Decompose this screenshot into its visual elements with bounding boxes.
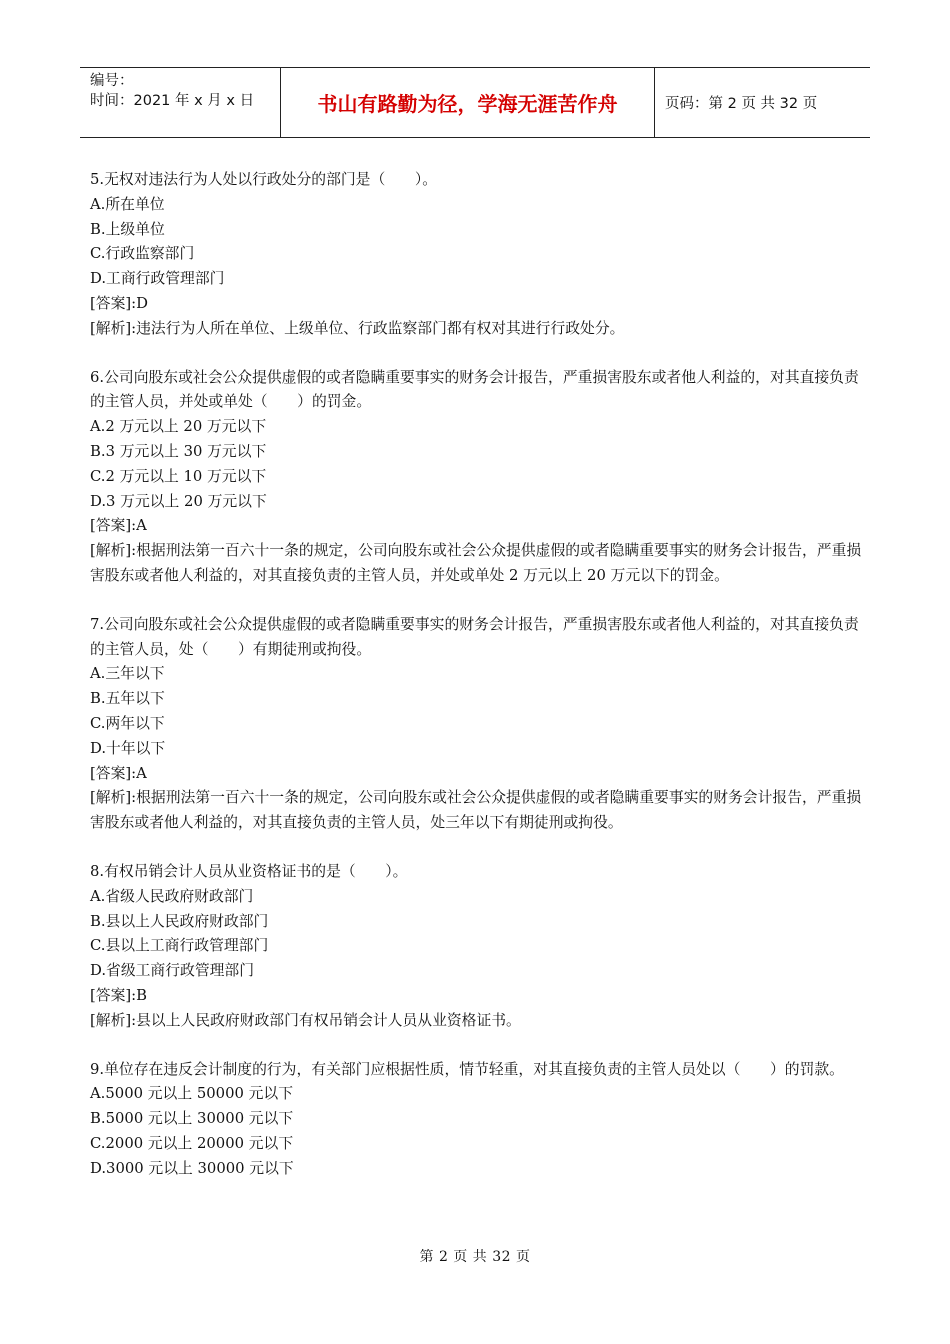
question-stem: 9.单位存在违反会计制度的行为，有关部门应根据性质，情节轻重，对其直接负责的主管人员处以（ ）的罚款。 <box>90 1060 844 1078</box>
header-motto: 书山有路勤为径，学海无涯苦作舟 <box>281 68 655 137</box>
option-b: B.5000 元以上 30000 元以下 <box>90 1110 294 1128</box>
answer: [答案]:B <box>90 986 147 1004</box>
option-a: A.省级人民政府财政部门 <box>90 887 254 905</box>
question-8 <box>90 860 865 1034</box>
question-stem: 5.无权对违法行为人处以行政处分的部门是（ ）。 <box>90 171 438 188</box>
answer: [答案]:A <box>90 764 147 782</box>
analysis: [解析]:违法行为人所在单位、上级单位、行政监察部门都有权对其进行行政处分。 <box>90 319 625 337</box>
option-c: C.2000 元以上 20000 元以下 <box>90 1134 294 1152</box>
option-c: C.2 万元以上 10 万元以下 <box>90 467 267 485</box>
option-a: A.所在单位 <box>90 195 165 213</box>
option-c: C.两年以下 <box>90 714 165 732</box>
option-a: A.三年以下 <box>90 665 165 683</box>
option-d: D.工商行政管理部门 <box>90 270 225 288</box>
option-b: B.3 万元以上 30 万元以下 <box>90 442 267 460</box>
header-meta <box>80 68 281 137</box>
question-9 <box>90 1058 865 1182</box>
page-header <box>80 67 870 138</box>
option-d: D.3000 元以上 30000 元以下 <box>90 1159 294 1177</box>
option-c: C.行政监察部门 <box>90 245 195 263</box>
answer: [答案]:D <box>90 294 148 312</box>
option-c: C.县以上工商行政管理部门 <box>90 937 269 955</box>
option-d: D.省级工商行政管理部门 <box>90 962 255 980</box>
question-7 <box>90 613 865 836</box>
analysis: [解析]:根据刑法第一百六十一条的规定，公司向股东或社会公众提供虚假的或者隐瞒重要事实的财务会计报告，严重损害股东或者他人利益的，对其直接负责的主管人员，处三年以下有期徒刑或拘役。 <box>90 789 862 832</box>
question-stem: 6.公司向股东或社会公众提供虚假的或者隐瞒重要事实的财务会计报告，严重损害股东或者他人利益的，对其直接负责的主管人员，并处或单处（ ）的罚金。 <box>90 368 859 411</box>
option-a: A.2 万元以上 20 万元以下 <box>90 418 267 436</box>
option-b: B.五年以下 <box>90 690 165 708</box>
date-label: 时间：2021 年 x 月 x 日 <box>90 93 255 109</box>
number-label: 编号： <box>90 73 134 89</box>
question-5 <box>90 168 865 342</box>
page-footer: 第 2 页 共 32 页 <box>419 1249 531 1265</box>
question-stem: 8.有权吊销会计人员从业资格证书的是（ ）。 <box>90 862 408 880</box>
analysis: [解析]:根据刑法第一百六十一条的规定，公司向股东或社会公众提供虚假的或者隐瞒重要事实的财务会计报告，严重损害股东或者他人利益的，对其直接负责的主管人员，并处或单处 2 万元以上 20 万元以下的罚金。 <box>90 542 862 584</box>
question-6 <box>90 366 865 589</box>
header-page-info: 页码：第 2 页 共 32 页 <box>665 96 818 112</box>
question-stem: 7.公司向股东或社会公众提供虚假的或者隐瞒重要事实的财务会计报告，严重损害股东或者他人利益的，对其直接负责的主管人员，处（ ）有期徒刑或拘役。 <box>90 615 859 658</box>
option-b: B.上级单位 <box>90 220 165 238</box>
option-b: B.县以上人民政府财政部门 <box>90 912 269 930</box>
answer: [答案]:A <box>90 517 147 535</box>
question-list <box>90 168 865 1205</box>
option-d: D.十年以下 <box>90 739 166 757</box>
option-d: D.3 万元以上 20 万元以下 <box>90 492 267 510</box>
option-a: A.5000 元以上 50000 元以下 <box>90 1085 294 1103</box>
analysis: [解析]:县以上人民政府财政部门有权吊销会计人员从业资格证书。 <box>90 1011 521 1029</box>
